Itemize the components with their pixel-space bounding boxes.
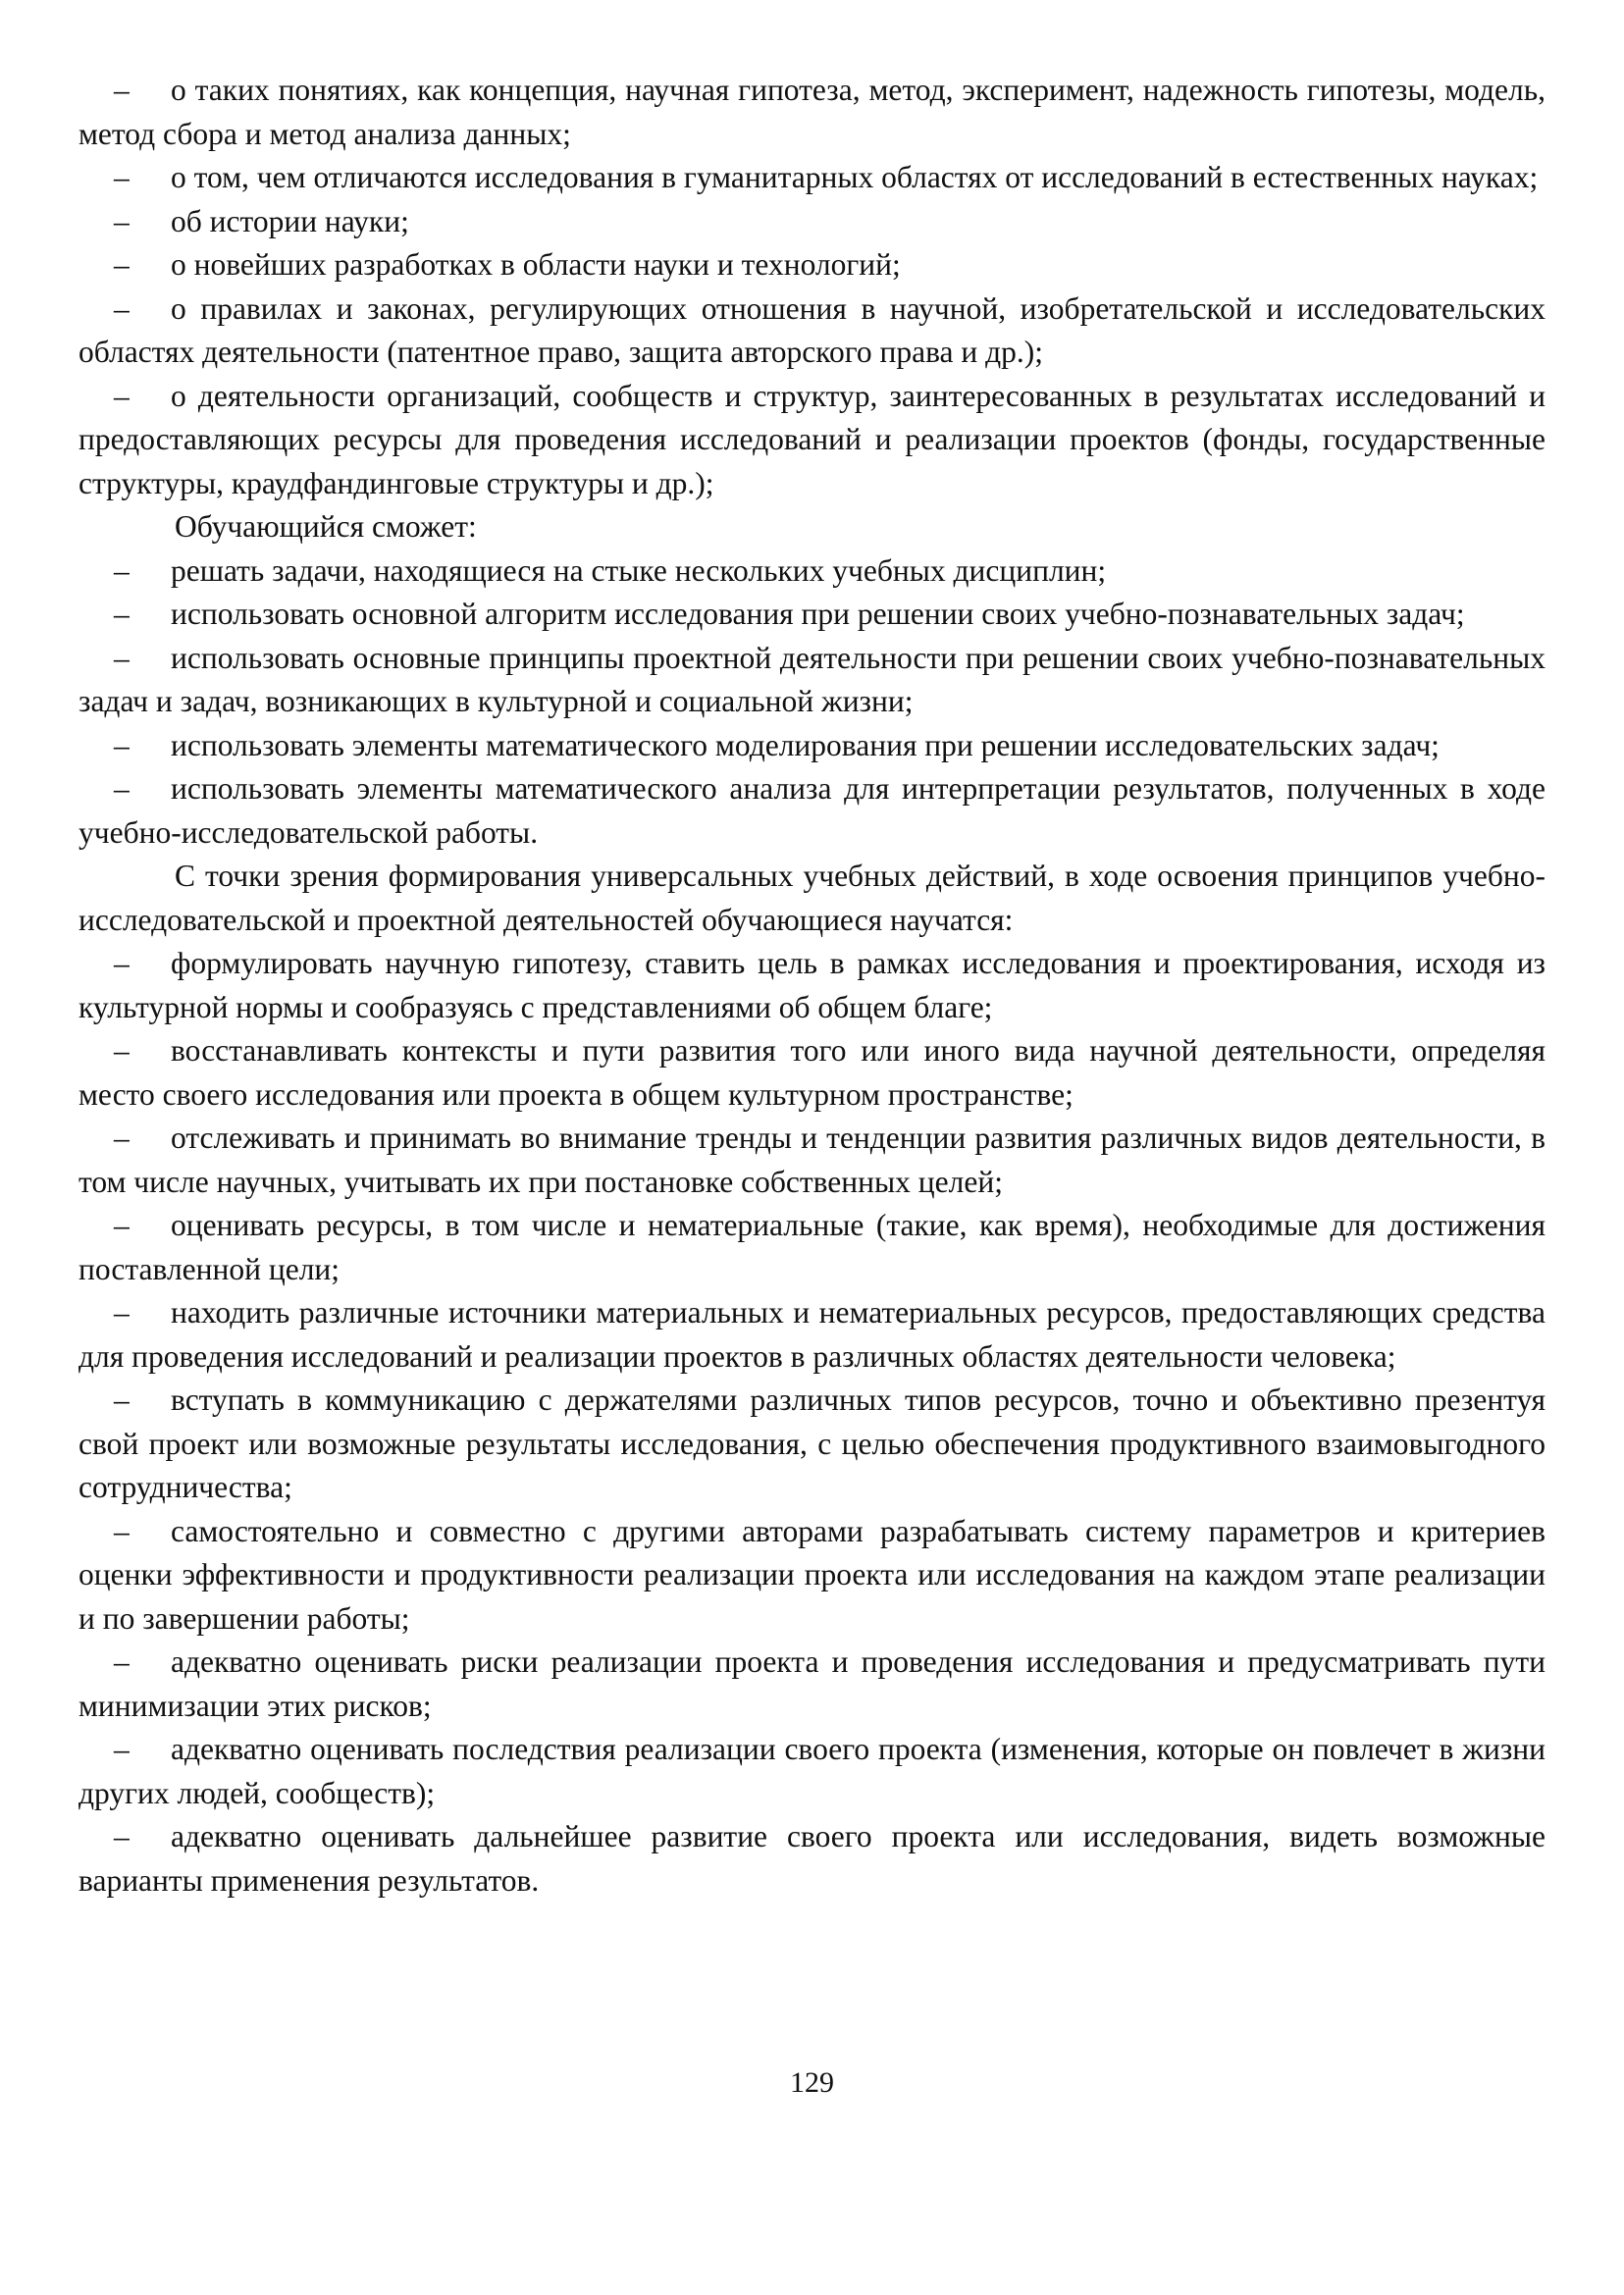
- list-item: [79, 1291, 1545, 1379]
- list-item: [79, 549, 1545, 594]
- list-item-text: адекватно оценивать дальнейшее развитие своего проекта или исследования, видеть возможные варианты применения результатов.: [79, 1819, 1545, 1898]
- list-item-text: адекватно оценивать риски реализации проекта и проведения исследования и предусматривать пути минимизации этих рисков;: [79, 1644, 1545, 1723]
- list-dash: –: [114, 1208, 130, 1242]
- list-dash: –: [114, 946, 130, 980]
- list-item: [79, 69, 1545, 156]
- list-dash: –: [114, 1033, 130, 1068]
- list-item-text: отслеживать и принимать во внимание тренды и тенденции развития различных видов деятельности, в том числе научных, учитывать их при постановке собственных целей;: [79, 1121, 1545, 1199]
- list-dash: –: [114, 1295, 130, 1330]
- list-item: [79, 1641, 1545, 1728]
- list-dash: –: [114, 1121, 130, 1155]
- list-item: [79, 1029, 1545, 1117]
- list-dash: –: [114, 290, 130, 326]
- list-item: [79, 637, 1545, 724]
- list-item-text: самостоятельно и совместно с другими авторами разрабатывать систему параметров и критериев оценки эффективности и продуктивности реализации проекта или исследования на каждом этапе реализации и по завершении работы;: [79, 1513, 1545, 1636]
- list-item: [79, 1728, 1545, 1815]
- paragraph: С точки зрения формирования универсальных учебных действий, в ходе освоения принципов учебно-исследовательской и проектной деятельностей обучающиеся научатся:: [79, 859, 1545, 937]
- list-item-text: использовать основные принципы проектной деятельности при решении своих учебно-познавательных задач и задач, возникающих в культурной и социальной жизни;: [79, 640, 1545, 718]
- list-item: [79, 1379, 1545, 1510]
- paragraph: Обучающийся сможет:: [175, 509, 477, 544]
- list-item: [79, 724, 1545, 768]
- list-item-text: использовать элементы математического моделирования при решении исследовательских задач;: [171, 727, 1440, 762]
- list-item: [79, 287, 1545, 375]
- list-dash: –: [114, 1644, 130, 1679]
- list-dash: –: [114, 727, 130, 762]
- list-item-text: о деятельности организаций, сообществ и структур, заинтересованных в результатах исследований и предоставляющих ресурсы для проведения исследований и реализации проектов (фонды, государственные структуры, краудфандинговые структуры и др.);: [79, 378, 1545, 500]
- list-item-text: формулировать научную гипотезу, ставить цель в рамках исследования и проектирования, исходя из культурной нормы и сообразуясь с представлениями об общем благе;: [79, 946, 1545, 1024]
- list-item: [79, 243, 1545, 287]
- list-dash: –: [114, 771, 130, 806]
- list-item-text: об истории науки;: [171, 203, 409, 238]
- list-item-text: вступать в коммуникацию с держателями различных типов ресурсов, точно и объективно презентуя свой проект или возможные результаты исследования, с целью обеспечения продуктивного взаимовыгодного сотрудничества;: [79, 1382, 1545, 1504]
- list-item-text: о правилах и законах, регулирующих отношения в научной, изобретательской и исследовательских областях деятельности (патентное право, защита авторского права и др.);: [79, 290, 1545, 369]
- list-item: [79, 375, 1545, 506]
- list-item-text: использовать элементы математического анализа для интерпретации результатов, полученных в ходе учебно-исследовательской работы.: [79, 771, 1545, 850]
- list-item: [79, 1510, 1545, 1642]
- list-item: [79, 1815, 1545, 1903]
- list-item: [79, 1204, 1545, 1291]
- list-item-text: адекватно оценивать последствия реализации своего проекта (изменения, которые он повлечет в жизни других людей, сообществ);: [79, 1732, 1545, 1810]
- list-item-text: о том, чем отличаются исследования в гуманитарных областях от исследований в естественных науках;: [171, 160, 1539, 194]
- list-item: [79, 1117, 1545, 1204]
- list-item: [79, 767, 1545, 855]
- list-dash: –: [114, 1732, 130, 1766]
- list-dash: –: [114, 640, 130, 675]
- list-item: [79, 156, 1545, 200]
- list-dash: –: [114, 597, 130, 631]
- list-dash: –: [114, 552, 130, 588]
- list-item-text: находить различные источники материальных и нематериальных ресурсов, предоставляющих средства для проведения исследований и реализации проектов в различных областях деятельности человека;: [79, 1295, 1545, 1374]
- list-dash: –: [114, 73, 130, 107]
- list-item-text: использовать основной алгоритм исследования при решении своих учебно-познавательных задач;: [171, 597, 1465, 631]
- list-item-text: оценивать ресурсы, в том числе и нематериальные (такие, как время), необходимые для достижения поставленной цели;: [79, 1208, 1545, 1286]
- list-dash: –: [114, 1513, 130, 1548]
- list-item-text: восстанавливать контексты и пути развития того или иного вида научной деятельности, определяя место своего исследования или проекта в общем культурном пространстве;: [79, 1033, 1545, 1112]
- list-item: [79, 942, 1545, 1029]
- list-dash: –: [114, 378, 130, 413]
- list-dash: –: [114, 247, 130, 282]
- list-item-text: о таких понятиях, как концепция, научная гипотеза, метод, эксперимент, надежность гипотезы, модель, метод сбора и метод анализа данных;: [79, 73, 1545, 151]
- list-item: [79, 200, 1545, 244]
- list-dash: –: [114, 160, 130, 194]
- list-item-text: решать задачи, находящиеся на стыке нескольких учебных дисциплин;: [171, 552, 1107, 588]
- list-dash: –: [114, 1819, 130, 1853]
- document-body: [79, 69, 1545, 1903]
- list-dash: –: [114, 203, 130, 238]
- list-item-text: о новейших разработках в области науки и технологий;: [171, 247, 901, 282]
- list-dash: –: [114, 1382, 130, 1417]
- page-number: 129: [790, 2066, 834, 2099]
- list-item: [79, 593, 1545, 637]
